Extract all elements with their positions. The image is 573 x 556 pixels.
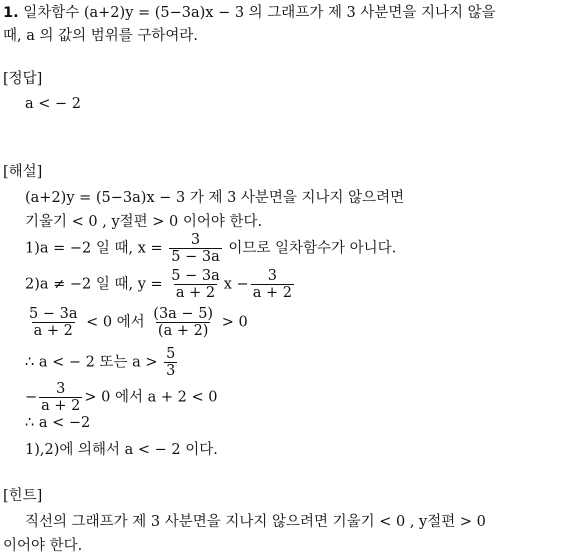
case2-fraction-1 <box>169 268 221 301</box>
solution-conclusion: 1),2)에 의해서 a < − 2 이다. <box>25 442 218 458</box>
case2-mid: x − <box>223 276 249 293</box>
solution-result-2: ∴ a < −2 <box>25 415 91 431</box>
solution-line-1: (a+2)y = (5−3a)x − 3 가 제 3 사분면을 지나지 않으려면 <box>25 190 405 206</box>
case1-fraction <box>169 232 221 265</box>
case1-prefix: 1)a = −2 일 때, x = <box>25 240 168 257</box>
problem-text-1: 일차함수 (a+2)y = (5−3a)x − 3 의 그래프가 제 3 사분면을 지나지 않을 <box>23 5 496 21</box>
hint-line-2: 이어야 한다. <box>3 538 83 554</box>
ineq1-mid: < 0 에서 <box>86 314 145 331</box>
solution-line-2: 기울기 < 0 , y절편 > 0 이어야 한다. <box>25 214 263 230</box>
solution-inequality-1 <box>25 306 248 339</box>
problem-number: 1. <box>3 5 19 21</box>
case2-fraction-2 <box>251 268 294 301</box>
fraction-numerator: 3 <box>56 381 66 397</box>
hint-line-1: 직선의 그래프가 제 3 사분면을 지나지 않으려면 기울기 < 0 , y절편 > 0 <box>25 514 486 530</box>
fraction-denominator: a + 2 <box>41 398 81 414</box>
fraction-numerator: 5 <box>166 346 176 362</box>
fraction-denominator: 3 <box>166 363 176 379</box>
fraction-denominator: a + 2 <box>33 323 73 339</box>
ineq1-fraction-1 <box>27 306 79 339</box>
answer-text: a < − 2 <box>25 96 81 112</box>
res1-prefix: ∴ a < − 2 또는 a > <box>25 354 158 371</box>
res1-fraction <box>164 346 177 379</box>
solution-inequality-2 <box>25 381 217 414</box>
solution-case-2 <box>25 268 296 301</box>
fraction-denominator: a + 2 <box>175 285 216 301</box>
problem-line-1 <box>3 4 496 22</box>
fraction-numerator: 5 − 3a <box>171 268 220 284</box>
ineq1-end: > 0 <box>221 314 248 331</box>
solution-result-1 <box>25 346 179 379</box>
case1-suffix: 이므로 일차함수가 아니다. <box>228 240 397 257</box>
hint-header: [힌트] <box>3 488 43 504</box>
problem-line-2: 때, a 의 값의 범위를 구하여라. <box>3 28 198 44</box>
fraction-numerator: 3 <box>267 268 277 284</box>
ineq2-fraction <box>39 381 82 414</box>
solution-case-1 <box>25 232 396 265</box>
fraction-denominator: 5 − 3a <box>171 249 220 265</box>
fraction-denominator: a + 2 <box>252 285 292 301</box>
answer-header: [정답] <box>3 71 43 87</box>
ineq2-suffix: > 0 에서 a + 2 < 0 <box>84 389 218 406</box>
fraction-numerator: 5 − 3a <box>29 306 78 322</box>
fraction-numerator: (3a − 5) <box>153 306 214 322</box>
solution-header: [해설] <box>3 164 43 180</box>
fraction-denominator: (a + 2) <box>157 323 209 339</box>
fraction-numerator: 3 <box>190 232 201 248</box>
ineq1-fraction-2 <box>151 306 215 339</box>
case2-prefix: 2)a ≠ −2 일 때, y = <box>25 276 168 293</box>
ineq2-prefix: − <box>25 389 38 406</box>
